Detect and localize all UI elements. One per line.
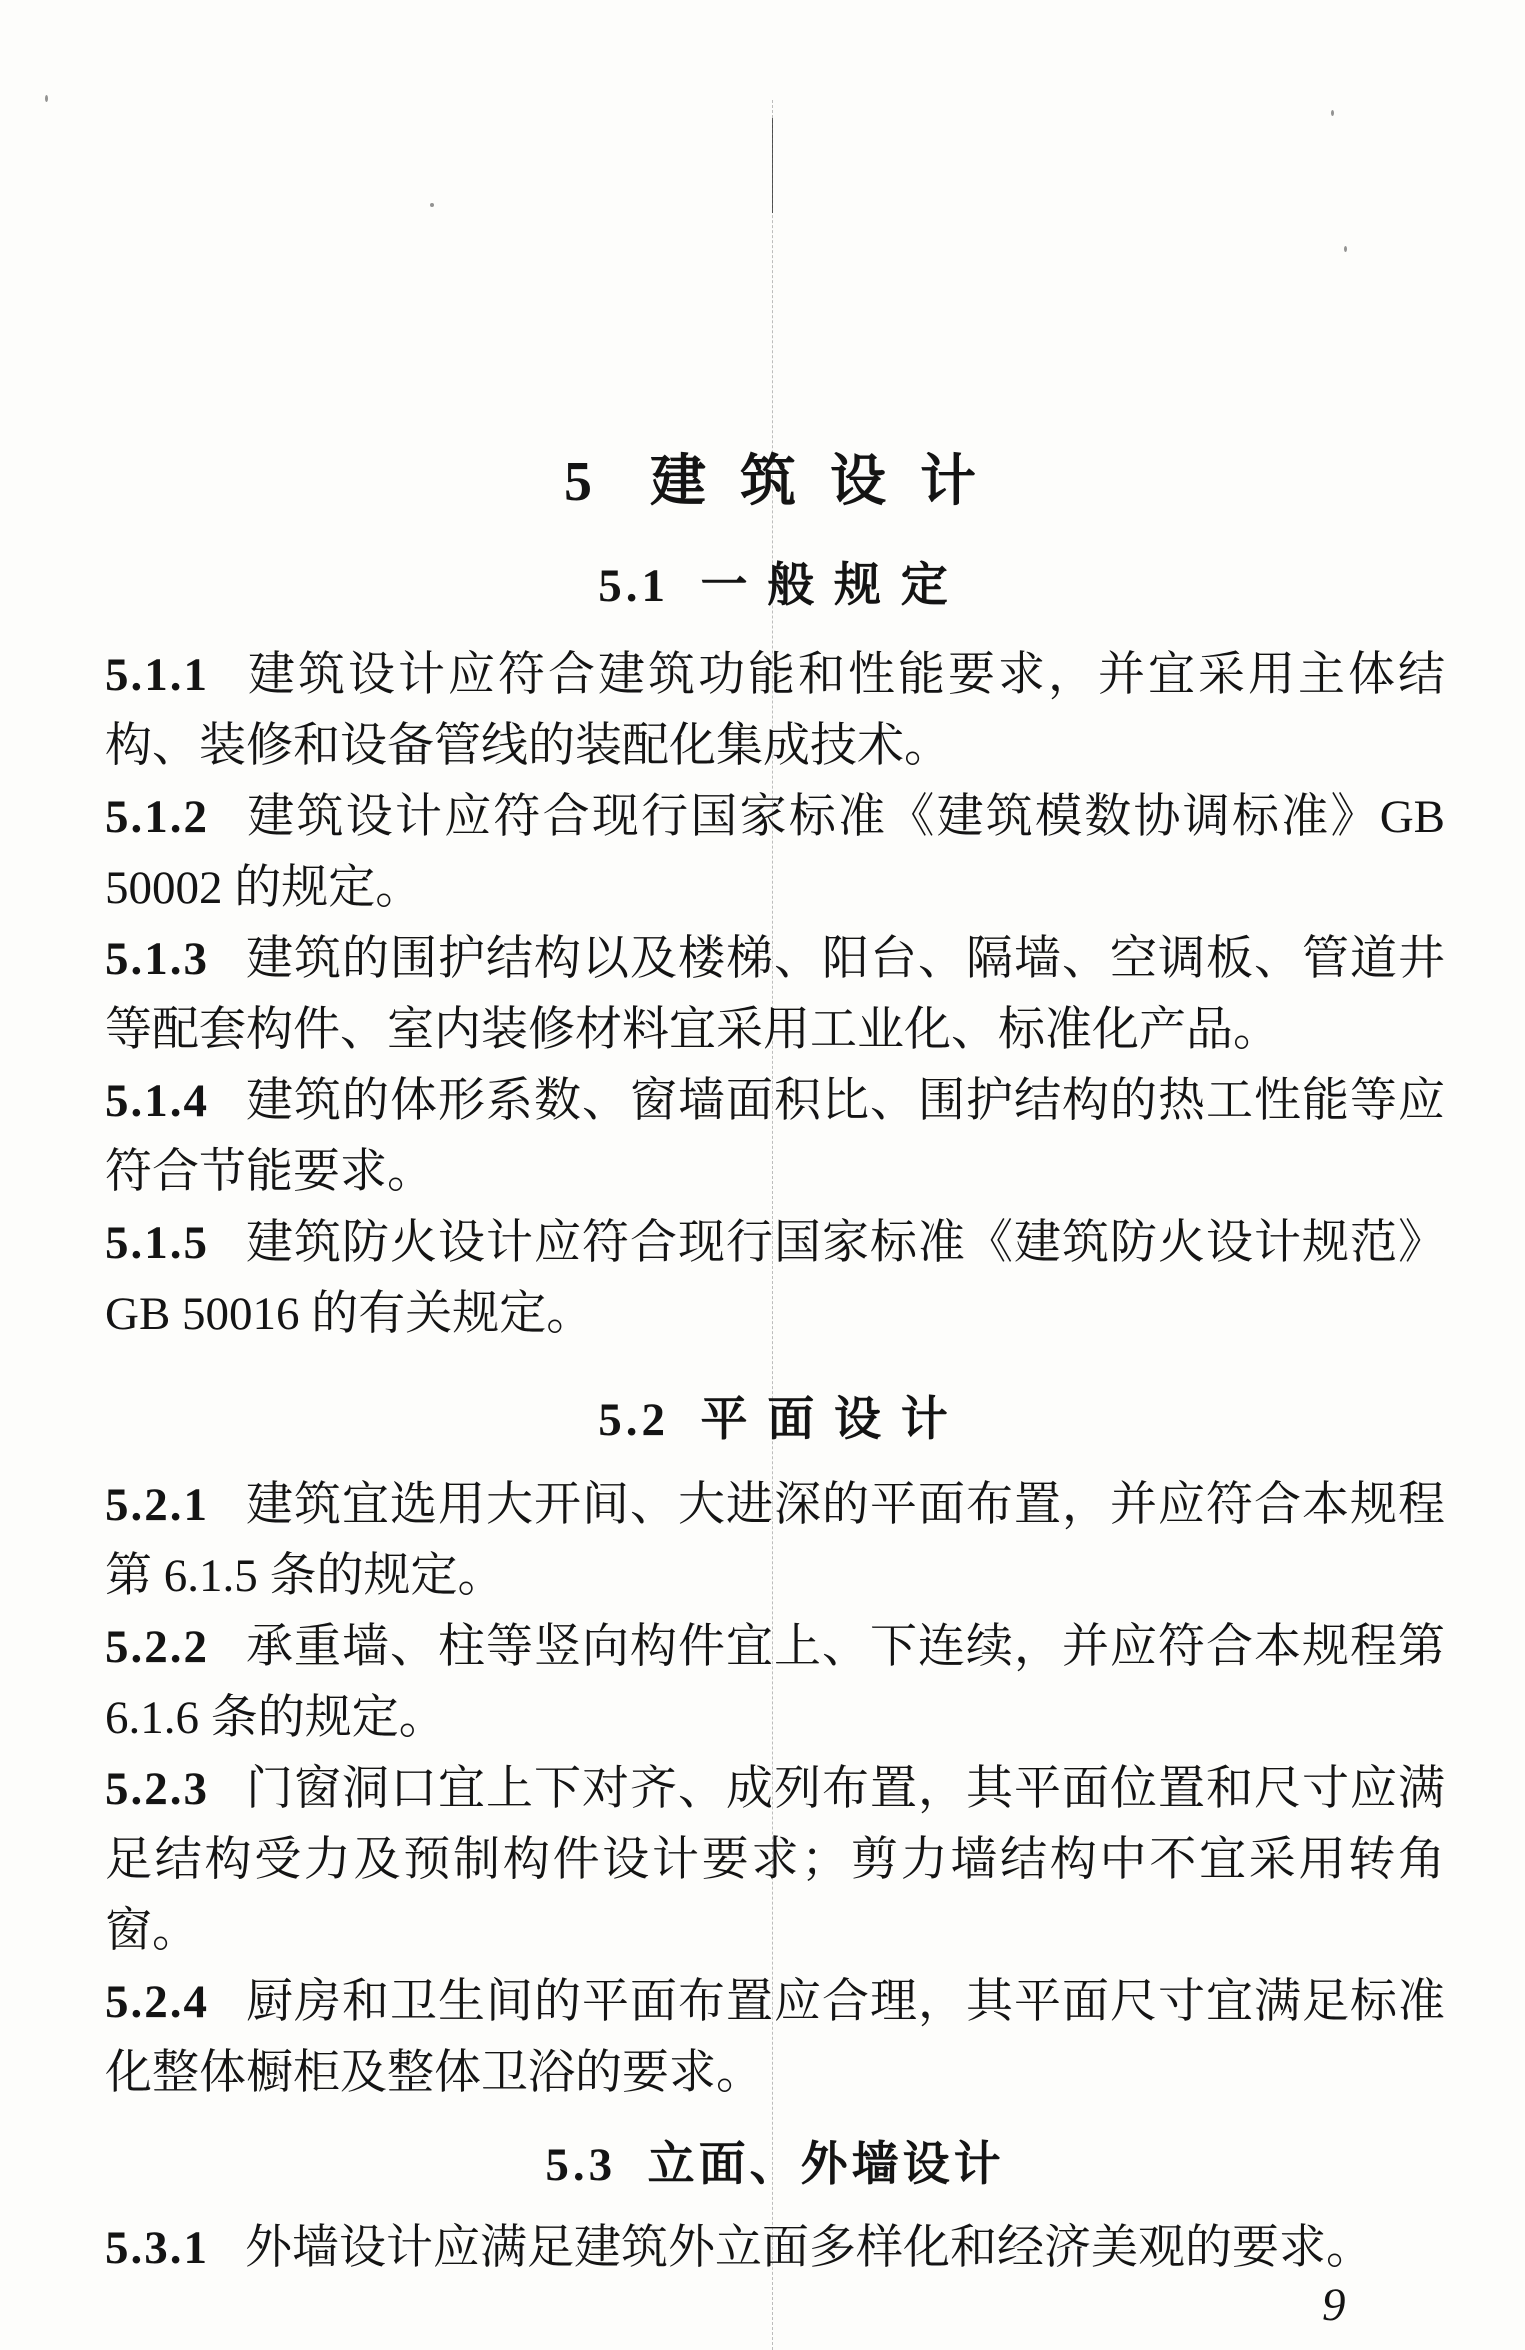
- scan-speck: [45, 95, 48, 102]
- clause-text: 建筑设计应符合现行国家标准《建筑模数协调标准》GB 50002 的规定。: [105, 791, 1445, 914]
- page-number: 9: [1322, 2279, 1346, 2331]
- clause-5-1-2: [105, 782, 1445, 924]
- clause-number: 5.1.3: [105, 933, 209, 985]
- clause-5-2-4: [105, 1967, 1445, 2109]
- clause-text: 建筑的体形系数、窗墙面积比、围护结构的热工性能等应符合节能要求。: [105, 1075, 1445, 1198]
- clause-number: 5.1.1: [105, 649, 209, 701]
- clause-text: 外墙设计应满足建筑外立面多样化和经济美观的要求。: [245, 2222, 1373, 2274]
- section-body-5-3: [105, 2213, 1445, 2284]
- section-body-5-1: [105, 640, 1445, 1350]
- clause-text: 门窗洞口宜上下对齐、成列布置，其平面位置和尺寸应满足结构受力及预制构件设计要求；剪力墙结构中不宜采用转角窗。: [105, 1763, 1445, 1957]
- clause-5-2-3: [105, 1754, 1445, 1967]
- clause-number: 5.2.1: [105, 1479, 209, 1531]
- clause-text: 厨房和卫生间的平面布置应合理，其平面尺寸宜满足标准化整体橱柜及整体卫浴的要求。: [105, 1976, 1445, 2099]
- clause-number: 5.1.4: [105, 1075, 209, 1127]
- clause-number: 5.1.5: [105, 1217, 209, 1269]
- clause-number: 5.1.2: [105, 791, 209, 843]
- text-block: [105, 0, 1445, 2284]
- section-heading-5-2: 5.2 平 面 设 计: [598, 1394, 952, 1446]
- section-heading-5-3: 5.3 立面、外墙设计: [545, 2139, 1005, 2191]
- clause-number: 5.2.4: [105, 1976, 209, 2028]
- clause-5-1-5: [105, 1208, 1445, 1350]
- clause-text: 建筑设计应符合建筑功能和性能要求，并宜采用主体结构、装修和设备管线的装配化集成技术。: [105, 649, 1445, 772]
- clause-5-1-1: [105, 640, 1445, 782]
- section-heading-5-1: 5.1 一 般 规 定: [598, 560, 952, 612]
- clause-5-1-4: [105, 1066, 1445, 1208]
- clause-number: 5.2.3: [105, 1763, 209, 1815]
- clause-text: 承重墙、柱等竖向构件宜上、下连续，并应符合本规程第 6.1.6 条的规定。: [105, 1621, 1445, 1744]
- clause-number: 5.3.1: [105, 2222, 209, 2274]
- chapter-title: 5 建 筑 设 计: [564, 451, 986, 513]
- clause-number: 5.2.2: [105, 1621, 209, 1673]
- clause-text: 建筑宜选用大开间、大进深的平面布置，并应符合本规程第 6.1.5 条的规定。: [105, 1479, 1445, 1602]
- clause-text: 建筑防火设计应符合现行国家标准《建筑防火设计规范》GB 50016 的有关规定。: [105, 1217, 1445, 1340]
- section-body-5-2: [105, 1470, 1445, 2109]
- clause-5-3-1: [105, 2213, 1445, 2284]
- clause-5-2-2: [105, 1612, 1445, 1754]
- clause-text: 建筑的围护结构以及楼梯、阳台、隔墙、空调板、管道井等配套构件、室内装修材料宜采用工业化、标准化产品。: [105, 933, 1445, 1056]
- clause-5-2-1: [105, 1470, 1445, 1612]
- clause-5-1-3: [105, 924, 1445, 1066]
